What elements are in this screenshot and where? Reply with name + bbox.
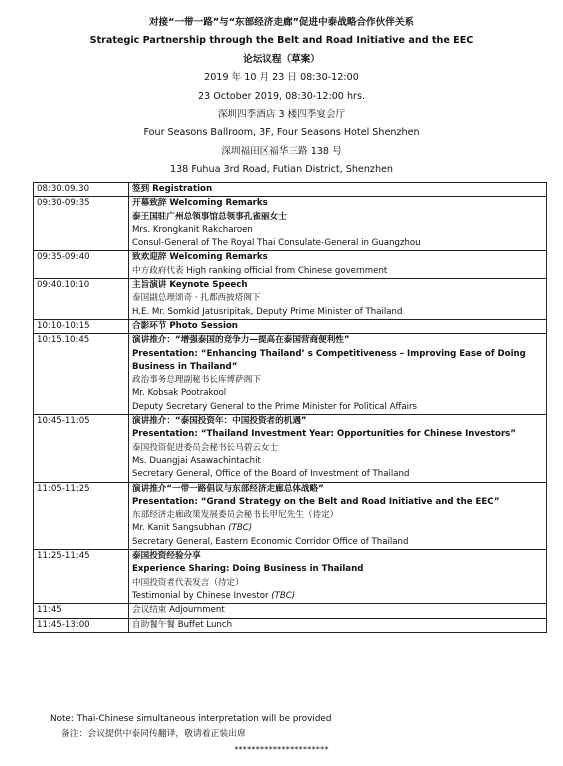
agenda-line bbox=[132, 401, 543, 414]
content-cell bbox=[129, 197, 547, 251]
agenda-line bbox=[132, 348, 543, 375]
time-cell: 08:30.09.30 bbox=[34, 183, 129, 197]
time-cell: 10:15.10:45 bbox=[34, 334, 129, 415]
time-cell: 11:05-11:25 bbox=[34, 482, 129, 549]
agenda-line bbox=[132, 563, 543, 576]
address-chinese: 深圳福田区福华三路 138 号 bbox=[221, 145, 342, 157]
agenda-line-text: 致欢迎辞 Welcoming Remarks bbox=[132, 252, 268, 263]
title-english: Strategic Partnership through the Belt and Road Initiative and the EEC bbox=[89, 35, 474, 47]
agenda-line bbox=[132, 306, 543, 319]
agenda-line bbox=[132, 197, 543, 210]
content-cell bbox=[129, 415, 547, 482]
agenda-line bbox=[132, 265, 543, 278]
agenda-line bbox=[132, 442, 543, 455]
agenda-line-text: 演讲推介“一带一路倡议与东部经济走廊总体战略” bbox=[132, 483, 324, 494]
agenda-line-text: 会议结束 Adjournment bbox=[132, 605, 225, 616]
agenda-line-text: 东部经济走廊政策发展委员会秘书长甲尼先生（待定） bbox=[132, 510, 339, 521]
time-cell: 11:45 bbox=[34, 604, 129, 618]
date-english: 23 October 2019, 08:30-12:00 hrs. bbox=[197, 90, 366, 102]
agenda-line bbox=[132, 455, 543, 468]
title-chinese: 对接“一带一路”与“东部经济走廊”促进中泰战略合作伙伴关系 bbox=[148, 17, 415, 28]
table-row bbox=[34, 197, 547, 251]
content-cell bbox=[129, 604, 547, 618]
agenda-line bbox=[132, 483, 543, 496]
date-chinese: 2019 年 10 月 23 日 08:30-12:00 bbox=[204, 72, 359, 84]
agenda-line-text: 中方政府代表 High ranking official from Chinese government bbox=[132, 265, 388, 276]
agenda-line-text: 签到 Registration bbox=[132, 184, 213, 194]
agenda-line bbox=[132, 536, 543, 549]
agenda-line-text: Ms. Duangjai Asawachintachit bbox=[132, 455, 261, 466]
agenda-line-text: Presentation: “Enhancing Thailand’ s Competitiveness – Improving Ease of Doing Business in Thailand” bbox=[132, 348, 526, 372]
agenda-line-text: Mr. Kobsak Pootrakool bbox=[132, 388, 227, 399]
time-cell: 11:25-11:45 bbox=[34, 550, 129, 604]
agenda-line bbox=[132, 387, 543, 400]
table-row bbox=[34, 319, 547, 333]
agenda-line bbox=[132, 468, 543, 481]
agenda-line bbox=[132, 320, 543, 333]
agenda-line-text: 政治事务总理副秘书长库博萨阁下 bbox=[132, 375, 261, 386]
agenda-line bbox=[132, 577, 543, 590]
table-row bbox=[34, 618, 547, 632]
agenda-body bbox=[34, 183, 547, 633]
time-cell: 10:45-11:05 bbox=[34, 415, 129, 482]
agenda-line-text: Consul-General of The Royal Thai Consulate-General in Guangzhou bbox=[132, 238, 421, 249]
agenda-line-text: 合影环节 Photo Session bbox=[132, 320, 238, 331]
table-row bbox=[34, 482, 547, 549]
content-cell bbox=[129, 618, 547, 632]
table-row bbox=[34, 604, 547, 618]
agenda-line-text: Testimonial by Chinese Investor bbox=[132, 590, 269, 601]
table-row bbox=[34, 183, 547, 197]
agenda-table bbox=[33, 182, 547, 633]
agenda-line bbox=[132, 237, 543, 250]
agenda-line bbox=[132, 415, 543, 428]
address-english: 138 Fuhua 3rd Road, Futian District, Shenzhen bbox=[169, 164, 394, 176]
agenda-line bbox=[132, 550, 543, 563]
subtitle-chinese: 论坛议程（草案） bbox=[243, 53, 320, 65]
time-cell: 09:35-09:40 bbox=[34, 251, 129, 279]
agenda-line bbox=[132, 279, 543, 292]
table-row bbox=[34, 415, 547, 482]
agenda-line bbox=[132, 428, 543, 441]
content-cell bbox=[129, 251, 547, 279]
stars-divider: ********************** bbox=[234, 745, 329, 754]
agenda-line-text: Secretary General, Eastern Economic Corridor Office of Thailand bbox=[132, 536, 409, 547]
agenda-line bbox=[132, 224, 543, 237]
tbc-label: (TBC) bbox=[228, 523, 253, 534]
time-cell: 09:40.10:10 bbox=[34, 279, 129, 320]
tbc-label: (TBC) bbox=[271, 590, 296, 601]
venue-chinese: 深圳四季酒店 3 楼四季宴会厅 bbox=[217, 109, 346, 121]
notes-section bbox=[50, 712, 550, 757]
table-row bbox=[34, 550, 547, 604]
table-row bbox=[34, 251, 547, 279]
agenda-line bbox=[132, 604, 543, 617]
agenda-line-text: 演讲推介：“增强泰国的竞争力—提高在泰国营商便利性” bbox=[132, 335, 350, 346]
content-cell bbox=[129, 183, 547, 197]
content-cell bbox=[129, 279, 547, 320]
table-row bbox=[34, 334, 547, 415]
agenda-line bbox=[132, 183, 543, 196]
agenda-header bbox=[0, 14, 563, 180]
table-row bbox=[34, 279, 547, 320]
agenda-line-text: Mr. Kanit Sangsubhan bbox=[132, 523, 226, 534]
agenda-line-text: 中国投资者代表发言（待定） bbox=[132, 577, 244, 588]
agenda-line-text: Deputy Secretary General to the Prime Minister for Political Affairs bbox=[132, 401, 418, 412]
agenda-line-text: Presentation: “Thailand Investment Year: Opportunities for Chinese Investors” bbox=[132, 429, 516, 440]
time-cell: 09:30-09:35 bbox=[34, 197, 129, 251]
content-cell bbox=[129, 319, 547, 333]
content-cell bbox=[129, 550, 547, 604]
agenda-line-text: 演讲推介：“泰国投资年：中国投资者的机遇” bbox=[132, 416, 307, 427]
time-cell: 11:45-13:00 bbox=[34, 618, 129, 632]
agenda-line bbox=[132, 374, 543, 387]
agenda-line-text: Mrs. Krongkanit Rakcharoen bbox=[132, 224, 253, 235]
venue-english: Four Seasons Ballroom, 3F, Four Seasons Hotel Shenzhen bbox=[143, 127, 420, 139]
agenda-line-text: H.E. Mr. Somkid Jatusripitak, Deputy Prime Minister of Thailand bbox=[132, 306, 403, 317]
note-chinese: 备注：会议提供中泰同传翻译，敬请着正装出席 bbox=[61, 729, 246, 739]
agenda-line bbox=[132, 590, 543, 603]
agenda-line-text: 自助餐午餐 Buffet Lunch bbox=[132, 619, 233, 630]
agenda-line bbox=[132, 496, 543, 509]
note-english: Note: Thai-Chinese simultaneous interpretation will be provided bbox=[50, 714, 332, 724]
agenda-line-text: 泰国投资经验分享 bbox=[132, 551, 201, 562]
agenda-line-text: 泰国副总理颂奇 · 扎都西披塔阁下 bbox=[132, 293, 261, 304]
content-cell bbox=[129, 482, 547, 549]
agenda-line bbox=[132, 509, 543, 522]
time-cell: 10:10-10:15 bbox=[34, 319, 129, 333]
agenda-line bbox=[132, 292, 543, 305]
agenda-line bbox=[132, 619, 543, 632]
agenda-line bbox=[132, 211, 543, 224]
agenda-line-text: Secretary General, Office of the Board of Investment of Thailand bbox=[132, 469, 410, 480]
agenda-line bbox=[132, 334, 543, 347]
agenda-line-text: 主旨演讲 Keynote Speech bbox=[132, 280, 248, 291]
agenda-line-text: 泰王国驻广州总领事馆总领事孔雀丽女士 bbox=[132, 211, 287, 222]
agenda-line-text: Experience Sharing: Doing Business in Thailand bbox=[132, 564, 364, 575]
agenda-line bbox=[132, 522, 543, 535]
agenda-line-text: 开幕致辞 Welcoming Remarks bbox=[132, 198, 268, 209]
agenda-line bbox=[132, 251, 543, 264]
content-cell bbox=[129, 334, 547, 415]
agenda-line-text: Presentation: “Grand Strategy on the Belt and Road Initiative and the EEC” bbox=[132, 496, 500, 507]
agenda-line-text: 泰国投资促进委员会秘书长马碧云女士 bbox=[132, 442, 279, 453]
